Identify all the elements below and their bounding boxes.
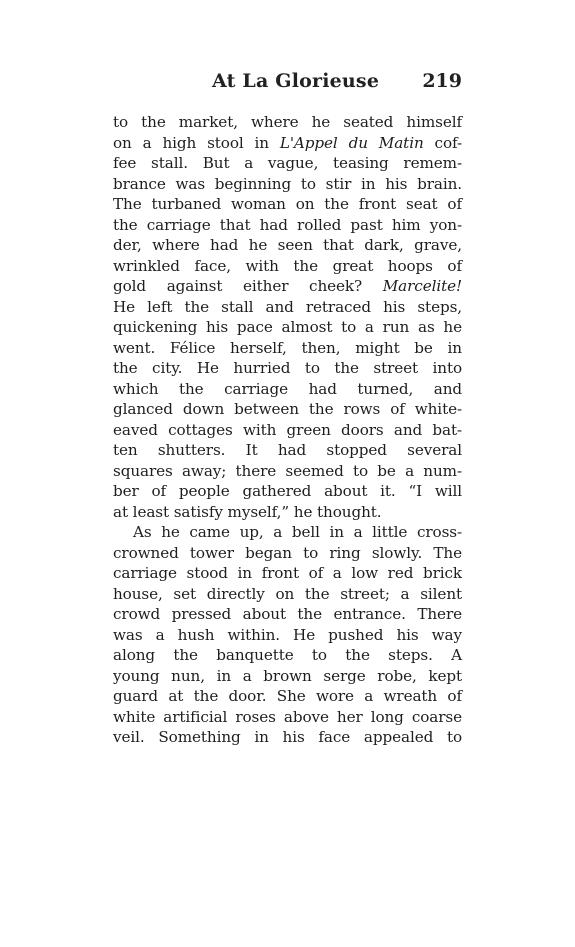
text-line: veil. Something in his face appealed to <box>113 728 462 746</box>
text-line: guard at the door. She wore a wreath of <box>113 687 462 705</box>
text-line: ten shutters. It had stopped several <box>113 441 462 459</box>
text-line: carriage stood in front of a low red brick <box>113 564 462 582</box>
text-line: house, set directly on the street; a silent <box>113 584 462 603</box>
running-head <box>113 70 462 96</box>
text-line: the carriage that had rolled past him yon- <box>113 215 462 234</box>
text-line: quickening his pace almost to a run as he <box>113 318 462 336</box>
page-number: 219 <box>422 70 462 92</box>
text-line <box>113 133 462 154</box>
text-line: the city. He hurried to the street into <box>113 359 462 377</box>
text-line: fee stall. But a vague, teasing remem- <box>113 154 462 172</box>
body-text <box>113 112 462 748</box>
text-line: glanced down between the rows of white- <box>113 400 462 418</box>
text-line: squares away; there seemed to be a num- <box>113 461 462 480</box>
italic-title: L'Appel du Matin <box>279 133 424 152</box>
text-line: to the market, where he seated himself <box>113 113 462 131</box>
text-line: white artificial roses above her long coarse <box>113 707 462 726</box>
text-line: ber of people gathered about it. “I will <box>113 482 462 500</box>
text-line: eaved cottages with green doors and bat- <box>113 420 462 439</box>
text-line: brance was beginning to stir in his brain. <box>113 174 462 193</box>
text-line: which the carriage had turned, and <box>113 379 462 398</box>
text-line: was a hush within. He pushed his way <box>113 625 462 644</box>
text-segment: cof- <box>423 133 462 152</box>
text-line: crowned tower began to ring slowly. The <box>113 543 462 562</box>
text-line: As he came up, a bell in a little cross- <box>133 523 462 541</box>
text-segment: on a high stool in <box>113 133 280 152</box>
text-line <box>113 276 462 297</box>
text-line: young nun, in a brown serge robe, kept <box>113 666 462 685</box>
text-line: crowd pressed about the entrance. There <box>113 605 462 623</box>
text-line: wrinkled face, with the great hoops of <box>113 256 462 275</box>
text-line: He left the stall and retraced his steps, <box>113 297 462 316</box>
text-line: along the banquette to the steps. A <box>113 646 462 664</box>
text-line: The turbaned woman on the front seat of <box>113 195 462 213</box>
running-title: At La Glorieuse <box>212 70 380 92</box>
italic-name: Marcelite! <box>382 277 462 295</box>
text-line: at least satisfy myself,” he thought. <box>113 502 382 521</box>
text-line: went. Félice herself, then, might be in <box>113 338 462 357</box>
text-segment: gold against either cheek? <box>113 277 383 295</box>
text-line: der, where had he seen that dark, grave, <box>113 236 462 254</box>
